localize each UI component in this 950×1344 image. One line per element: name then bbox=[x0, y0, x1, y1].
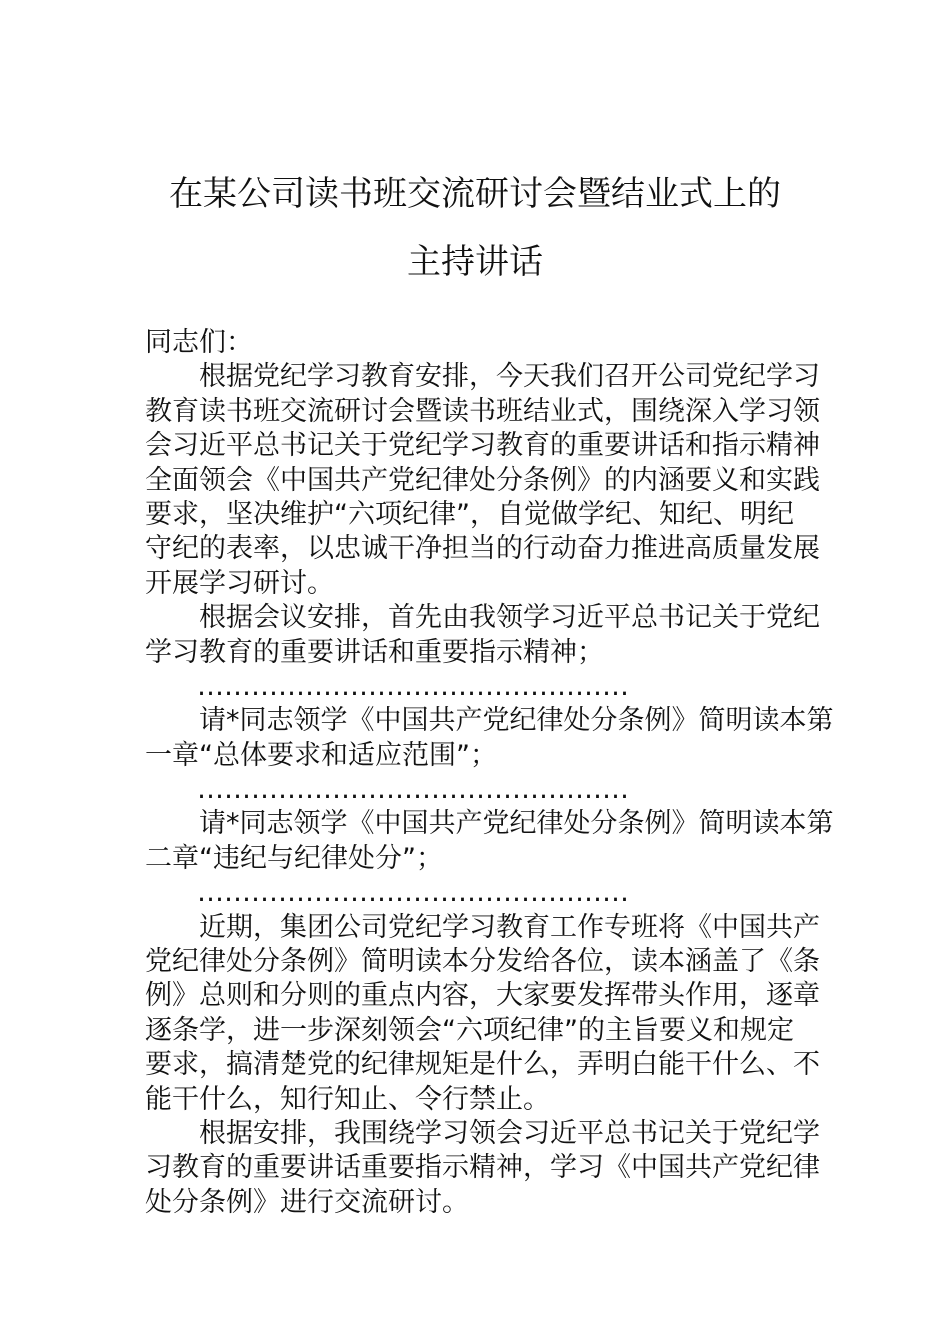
ellipsis-line: ………………………………………… bbox=[197, 774, 629, 806]
body-text-line: 请*同志领学《中国共产党纪律处分条例》简明读本第 bbox=[199, 808, 834, 840]
body-text-line: 要求，坚决维护“六项纪律”，自觉做学纪、知纪、明纪 bbox=[145, 498, 794, 530]
document-title bbox=[0, 160, 950, 296]
body-text-line: 习教育的重要讲话重要指示精神，学习《中国共产党纪律 bbox=[145, 1152, 820, 1184]
body-text-line: 二章“违纪与纪律处分”； bbox=[145, 842, 443, 874]
document-body bbox=[145, 326, 834, 1220]
title-line-2: 主持讲话 bbox=[407, 242, 543, 282]
body-text-line: 全面领会《中国共产党纪律处分条例》的内涵要义和实践 bbox=[145, 464, 820, 496]
body-text-line: 近期，集团公司党纪学习教育工作专班将《中国共产 bbox=[199, 911, 820, 943]
body-text-line: 请*同志领学《中国共产党纪律处分条例》简明读本第 bbox=[199, 705, 834, 737]
body-text-line: 一章“总体要求和适应范围”； bbox=[145, 739, 497, 771]
body-text-line: 会习近平总书记关于党纪学习教育的重要讲话和指示精神 bbox=[145, 430, 820, 462]
body-text-line: 例》总则和分则的重点内容，大家要发挥带头作用，逐章 bbox=[145, 980, 820, 1012]
body-text-line: 能干什么，知行知止、令行禁止。 bbox=[145, 1083, 550, 1115]
ellipsis-line: ………………………………………… bbox=[197, 877, 629, 909]
body-text-line: 开展学习研讨。 bbox=[145, 567, 334, 599]
body-text-line: 党纪律处分条例》简明读本分发给各位，读本涵盖了《条 bbox=[145, 946, 820, 978]
body-text-line: 处分条例》进行交流研讨。 bbox=[145, 1186, 469, 1218]
body-text-line: 同志们： bbox=[145, 327, 253, 358]
body-text-line: 根据会议安排，首先由我领学习近平总书记关于党纪 bbox=[199, 602, 820, 634]
body-text-line: 要求，搞清楚党的纪律规矩是什么，弄明白能干什么、不 bbox=[145, 1049, 820, 1081]
body-text-line: 学习教育的重要讲话和重要指示精神； bbox=[145, 636, 604, 668]
title-line-1: 在某公司读书班交流研讨会暨结业式上的 bbox=[169, 174, 781, 214]
body-text-line: 教育读书班交流研讨会暨读书班结业式，围绕深入学习领 bbox=[145, 395, 820, 427]
body-text-line: 逐条学，进一步深刻领会“六项纪律”的主旨要义和规定 bbox=[145, 1014, 794, 1046]
body-text-line: 根据安排，我围绕学习领会习近平总书记关于党纪学 bbox=[199, 1117, 820, 1149]
ellipsis-line: ………………………………………… bbox=[197, 670, 629, 702]
body-text-line: 守纪的表率，以忠诚干净担当的行动奋力推进高质量发展 bbox=[145, 533, 820, 565]
body-text-line: 根据党纪学习教育安排，今天我们召开公司党纪学习 bbox=[199, 361, 820, 393]
